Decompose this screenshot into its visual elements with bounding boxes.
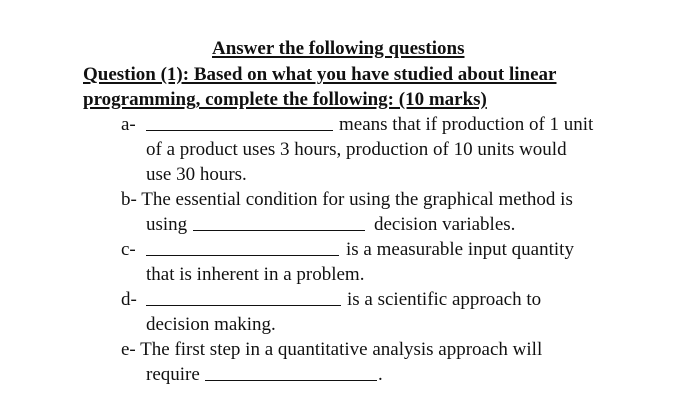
item-d-blank [146,289,341,312]
item-b-after: decision variables. [374,214,516,235]
item-c-cont-1: that is inherent in a problem. [146,264,365,285]
question-line-1: Question (1): Based on what you have studied about linear [83,64,557,85]
item-a-cont-1: of a product uses 3 hours, production of 10 units would [146,139,567,160]
item-e-blank [205,364,377,387]
item-d-label: d- [121,289,137,310]
item-a-blank [146,114,333,137]
item-e-line-1: e- The first step in a quantitative analysis approach will [121,339,543,360]
item-a-after: means that if production of 1 unit [339,114,594,135]
item-e-end: . [378,364,383,385]
item-c-blank [146,239,339,262]
item-b-blank [193,214,365,237]
item-a-cont-2: use 30 hours. [146,164,247,185]
item-a-label: a- [121,114,136,135]
item-b-line-1: b- The essential condition for using the graphical method is [121,189,573,210]
item-e-before: require [146,364,200,385]
item-d-cont-1: decision making. [146,314,276,335]
question-line-2: programming, complete the following: (10 marks) [83,89,487,110]
item-b-before: using [146,214,188,235]
item-c-label: c- [121,239,136,260]
heading: Answer the following questions [212,38,465,59]
item-c-after: is a measurable input quantity [346,239,574,260]
item-d-after: is a scientific approach to [347,289,542,310]
